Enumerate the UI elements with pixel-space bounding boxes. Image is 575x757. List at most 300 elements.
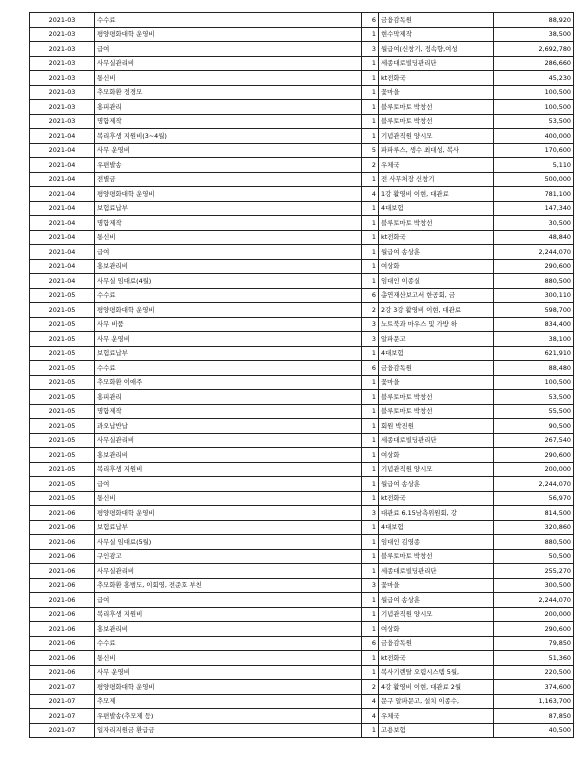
ledger-amount-cell: 100,500 xyxy=(494,85,574,100)
ledger-count-cell: 1 xyxy=(362,56,379,71)
ledger-amount-cell: 621,910 xyxy=(494,346,574,361)
ledger-count-cell: 1 xyxy=(362,27,379,42)
table-row xyxy=(30,42,574,57)
table-row xyxy=(30,201,574,216)
ledger-amount-cell: 255,270 xyxy=(494,564,574,579)
ledger-count-cell: 6 xyxy=(362,636,379,651)
ledger-amount-cell: 51,360 xyxy=(494,651,574,666)
ledger-date-cell: 2021-05 xyxy=(30,462,95,477)
ledger-amount-cell: 88,920 xyxy=(494,13,574,28)
table-row xyxy=(30,375,574,390)
ledger-count-cell: 6 xyxy=(362,288,379,303)
ledger-date-cell: 2021-04 xyxy=(30,216,95,231)
ledger-item-cell: 사무실관리비 xyxy=(95,56,362,71)
table-row xyxy=(30,245,574,260)
ledger-amount-cell: 30,500 xyxy=(494,216,574,231)
ledger-item-cell: 사무실관리비 xyxy=(95,564,362,579)
ledger-vendor-cell: 우체국 xyxy=(379,709,494,724)
ledger-amount-cell: 200,000 xyxy=(494,462,574,477)
ledger-count-cell: 1 xyxy=(362,129,379,144)
ledger-count-cell: 1 xyxy=(362,230,379,245)
ledger-date-cell: 2021-03 xyxy=(30,71,95,86)
ledger-vendor-cell: 임대인 김영종 xyxy=(379,535,494,550)
ledger-date-cell: 2021-03 xyxy=(30,27,95,42)
table-row xyxy=(30,651,574,666)
ledger-amount-cell: 2,244,070 xyxy=(494,477,574,492)
table-row xyxy=(30,709,574,724)
ledger-amount-cell: 598,700 xyxy=(494,303,574,318)
ledger-amount-cell: 88,480 xyxy=(494,361,574,376)
table-row xyxy=(30,230,574,245)
ledger-amount-cell: 2,244,070 xyxy=(494,593,574,608)
ledger-amount-cell: 48,840 xyxy=(494,230,574,245)
ledger-date-cell: 2021-03 xyxy=(30,114,95,129)
table-row xyxy=(30,158,574,173)
ledger-date-cell: 2021-06 xyxy=(30,549,95,564)
ledger-item-cell: 통신비 xyxy=(95,491,362,506)
table-row xyxy=(30,520,574,535)
ledger-vendor-cell: 우체국 xyxy=(379,158,494,173)
ledger-count-cell: 2 xyxy=(362,680,379,695)
ledger-item-cell: 홍보관리비 xyxy=(95,259,362,274)
ledger-vendor-cell: 기념관직원 양시모 xyxy=(379,607,494,622)
ledger-count-cell: 3 xyxy=(362,332,379,347)
ledger-amount-cell: 320,860 xyxy=(494,520,574,535)
ledger-count-cell: 4 xyxy=(362,187,379,202)
ledger-amount-cell: 90,500 xyxy=(494,419,574,434)
ledger-date-cell: 2021-03 xyxy=(30,42,95,57)
ledger-amount-cell: 290,600 xyxy=(494,448,574,463)
ledger-count-cell: 1 xyxy=(362,201,379,216)
table-row xyxy=(30,448,574,463)
ledger-item-cell: 홍피관리 xyxy=(95,390,362,405)
ledger-count-cell: 4 xyxy=(362,709,379,724)
ledger-vendor-cell: 1강 활영비 이현, 대관료 xyxy=(379,187,494,202)
ledger-amount-cell: 170,600 xyxy=(494,143,574,158)
ledger-count-cell: 1 xyxy=(362,622,379,637)
ledger-amount-cell: 55,500 xyxy=(494,404,574,419)
ledger-item-cell: 복리후생 지원비 xyxy=(95,462,362,477)
table-row xyxy=(30,665,574,680)
ledger-count-cell: 3 xyxy=(362,42,379,57)
ledger-item-cell: 급여 xyxy=(95,245,362,260)
ledger-vendor-cell: 꽃마을 xyxy=(379,375,494,390)
ledger-count-cell: 3 xyxy=(362,578,379,593)
ledger-vendor-cell: 전 사무처장 신창기 xyxy=(379,172,494,187)
ledger-vendor-cell: 임대인 이종실 xyxy=(379,274,494,289)
ledger-item-cell: 보험료납부 xyxy=(95,201,362,216)
ledger-vendor-cell: 총연재산보고서 한공회, 금 xyxy=(379,288,494,303)
ledger-count-cell: 5 xyxy=(362,143,379,158)
ledger-body xyxy=(30,13,574,738)
ledger-amount-cell: 79,850 xyxy=(494,636,574,651)
ledger-count-cell: 1 xyxy=(362,491,379,506)
ledger-amount-cell: 374,600 xyxy=(494,680,574,695)
ledger-item-cell: 사무실 임대료(5월) xyxy=(95,535,362,550)
ledger-amount-cell: 500,000 xyxy=(494,172,574,187)
ledger-count-cell: 1 xyxy=(362,245,379,260)
ledger-item-cell: 명함제작 xyxy=(95,114,362,129)
table-row xyxy=(30,71,574,86)
ledger-amount-cell: 880,500 xyxy=(494,274,574,289)
ledger-vendor-cell: 4강 활영비 이현, 대관료 2월 xyxy=(379,680,494,695)
ledger-item-cell: 일자리지원금 환급금 xyxy=(95,723,362,738)
ledger-item-cell: 급여 xyxy=(95,42,362,57)
ledger-vendor-cell: 금융감독원 xyxy=(379,636,494,651)
ledger-item-cell: 사무실 임대료(4월) xyxy=(95,274,362,289)
ledger-count-cell: 1 xyxy=(362,723,379,738)
table-row xyxy=(30,636,574,651)
ledger-item-cell: 추모제 xyxy=(95,694,362,709)
ledger-date-cell: 2021-04 xyxy=(30,245,95,260)
table-row xyxy=(30,85,574,100)
ledger-vendor-cell: 꽃마을 xyxy=(379,578,494,593)
ledger-date-cell: 2021-03 xyxy=(30,56,95,71)
ledger-item-cell: 수수료 xyxy=(95,288,362,303)
ledger-count-cell: 3 xyxy=(362,506,379,521)
ledger-item-cell: 사무 운영비 xyxy=(95,332,362,347)
ledger-amount-cell: 290,600 xyxy=(494,259,574,274)
ledger-date-cell: 2021-07 xyxy=(30,694,95,709)
ledger-vendor-cell: 여상화 xyxy=(379,622,494,637)
ledger-item-cell: 추모화환 홍범도, 이회영, 전준호 부친 xyxy=(95,578,362,593)
ledger-amount-cell: 147,340 xyxy=(494,201,574,216)
table-row xyxy=(30,491,574,506)
ledger-date-cell: 2021-04 xyxy=(30,143,95,158)
ledger-item-cell: 추모화환 정경모 xyxy=(95,85,362,100)
ledger-date-cell: 2021-03 xyxy=(30,85,95,100)
ledger-item-cell: 수수료 xyxy=(95,361,362,376)
ledger-vendor-cell: 금융감독원 xyxy=(379,13,494,28)
ledger-amount-cell: 50,500 xyxy=(494,549,574,564)
ledger-vendor-cell: 월급여 송상훈 xyxy=(379,477,494,492)
ledger-count-cell: 1 xyxy=(362,535,379,550)
table-row xyxy=(30,477,574,492)
ledger-date-cell: 2021-06 xyxy=(30,520,95,535)
ledger-amount-cell: 781,100 xyxy=(494,187,574,202)
ledger-date-cell: 2021-05 xyxy=(30,288,95,303)
ledger-vendor-cell: 금융감독원 xyxy=(379,361,494,376)
ledger-item-cell: 홍보관리비 xyxy=(95,448,362,463)
ledger-amount-cell: 2,692,780 xyxy=(494,42,574,57)
table-row xyxy=(30,433,574,448)
ledger-item-cell: 평양평화대학 운영비 xyxy=(95,303,362,318)
ledger-amount-cell: 290,600 xyxy=(494,622,574,637)
ledger-amount-cell: 286,660 xyxy=(494,56,574,71)
ledger-count-cell: 2 xyxy=(362,158,379,173)
ledger-amount-cell: 100,500 xyxy=(494,375,574,390)
ledger-vendor-cell: 2강 3강 활영비 이현, 대관료 xyxy=(379,303,494,318)
ledger-date-cell: 2021-05 xyxy=(30,375,95,390)
ledger-item-cell: 수수료 xyxy=(95,13,362,28)
ledger-date-cell: 2021-04 xyxy=(30,129,95,144)
table-row xyxy=(30,114,574,129)
ledger-count-cell: 1 xyxy=(362,665,379,680)
ledger-date-cell: 2021-06 xyxy=(30,564,95,579)
ledger-vendor-cell: 대관료 6.15남측위원회, 강 xyxy=(379,506,494,521)
ledger-amount-cell: 200,000 xyxy=(494,607,574,622)
ledger-item-cell: 보험료납부 xyxy=(95,520,362,535)
table-row xyxy=(30,535,574,550)
ledger-item-cell: 평양평화대학 운영비 xyxy=(95,680,362,695)
ledger-item-cell: 보험료납부 xyxy=(95,346,362,361)
ledger-amount-cell: 834,400 xyxy=(494,317,574,332)
ledger-date-cell: 2021-06 xyxy=(30,665,95,680)
ledger-date-cell: 2021-05 xyxy=(30,433,95,448)
ledger-vendor-cell: 여상화 xyxy=(379,448,494,463)
ledger-count-cell: 1 xyxy=(362,549,379,564)
ledger-date-cell: 2021-05 xyxy=(30,491,95,506)
table-row xyxy=(30,332,574,347)
ledger-amount-cell: 53,500 xyxy=(494,114,574,129)
table-row xyxy=(30,680,574,695)
ledger-vendor-cell: 4대보험 xyxy=(379,520,494,535)
ledger-amount-cell: 5,110 xyxy=(494,158,574,173)
ledger-count-cell: 1 xyxy=(362,462,379,477)
ledger-date-cell: 2021-04 xyxy=(30,158,95,173)
ledger-count-cell: 1 xyxy=(362,259,379,274)
ledger-item-cell: 우편발송 xyxy=(95,158,362,173)
ledger-date-cell: 2021-06 xyxy=(30,593,95,608)
table-row xyxy=(30,259,574,274)
ledger-item-cell: 통신비 xyxy=(95,230,362,245)
table-row xyxy=(30,622,574,637)
table-row xyxy=(30,172,574,187)
ledger-count-cell: 1 xyxy=(362,172,379,187)
table-row xyxy=(30,56,574,71)
ledger-vendor-cell: 블루토마토 박창선 xyxy=(379,549,494,564)
ledger-date-cell: 2021-05 xyxy=(30,404,95,419)
ledger-count-cell: 1 xyxy=(362,419,379,434)
ledger-vendor-cell: 블루토마토 박창선 xyxy=(379,404,494,419)
ledger-date-cell: 2021-05 xyxy=(30,477,95,492)
ledger-amount-cell: 880,500 xyxy=(494,535,574,550)
table-row xyxy=(30,607,574,622)
ledger-amount-cell: 267,540 xyxy=(494,433,574,448)
ledger-amount-cell: 38,100 xyxy=(494,332,574,347)
ledger-item-cell: 급여 xyxy=(95,593,362,608)
ledger-date-cell: 2021-07 xyxy=(30,709,95,724)
ledger-item-cell: 구인광고 xyxy=(95,549,362,564)
ledger-item-cell: 사무실관리비 xyxy=(95,433,362,448)
ledger-vendor-cell: 블루토마토 박창선 xyxy=(379,216,494,231)
ledger-item-cell: 급여 xyxy=(95,477,362,492)
ledger-count-cell: 1 xyxy=(362,216,379,231)
ledger-vendor-cell: 월급여 송상훈 xyxy=(379,245,494,260)
ledger-amount-cell: 300,500 xyxy=(494,578,574,593)
ledger-vendor-cell: 4대보험 xyxy=(379,346,494,361)
ledger-date-cell: 2021-05 xyxy=(30,332,95,347)
ledger-amount-cell: 1,163,700 xyxy=(494,694,574,709)
ledger-date-cell: 2021-05 xyxy=(30,448,95,463)
ledger-date-cell: 2021-04 xyxy=(30,187,95,202)
ledger-amount-cell: 100,500 xyxy=(494,100,574,115)
ledger-count-cell: 6 xyxy=(362,361,379,376)
ledger-vendor-cell: 고용보험 xyxy=(379,723,494,738)
ledger-count-cell: 4 xyxy=(362,694,379,709)
ledger-vendor-cell: 세종대로빌딩관리단 xyxy=(379,564,494,579)
ledger-date-cell: 2021-06 xyxy=(30,607,95,622)
ledger-vendor-cell: 현수막제작 xyxy=(379,27,494,42)
ledger-vendor-cell: 월급여(신창기, 정속향,여성 xyxy=(379,42,494,57)
ledger-vendor-cell: 여상화 xyxy=(379,259,494,274)
ledger-count-cell: 1 xyxy=(362,433,379,448)
table-row xyxy=(30,419,574,434)
ledger-vendor-cell: 블루토마토 박창선 xyxy=(379,390,494,405)
table-row xyxy=(30,317,574,332)
ledger-date-cell: 2021-05 xyxy=(30,361,95,376)
ledger-amount-cell: 2,244,070 xyxy=(494,245,574,260)
ledger-item-cell: 평양평화대학 운영비 xyxy=(95,187,362,202)
ledger-vendor-cell: 복사기렌탈 오렴시스템 5월, xyxy=(379,665,494,680)
ledger-item-cell: 사무 운영비 xyxy=(95,143,362,158)
ledger-date-cell: 2021-06 xyxy=(30,636,95,651)
ledger-item-cell: 우편발송(추모제 등) xyxy=(95,709,362,724)
table-row xyxy=(30,187,574,202)
ledger-vendor-cell: kt전화국 xyxy=(379,71,494,86)
ledger-date-cell: 2021-06 xyxy=(30,506,95,521)
ledger-vendor-cell: 알파문고 xyxy=(379,332,494,347)
ledger-item-cell: 홍보관리비 xyxy=(95,622,362,637)
table-row xyxy=(30,143,574,158)
table-row xyxy=(30,303,574,318)
table-row xyxy=(30,13,574,28)
ledger-item-cell: 평양평화대학 운영비 xyxy=(95,506,362,521)
ledger-vendor-cell: 파파루스, 생수 최대성, 복사 xyxy=(379,143,494,158)
ledger-count-cell: 1 xyxy=(362,85,379,100)
ledger-amount-cell: 814,500 xyxy=(494,506,574,521)
ledger-item-cell: 홍피관리 xyxy=(95,100,362,115)
ledger-amount-cell: 300,110 xyxy=(494,288,574,303)
ledger-date-cell: 2021-07 xyxy=(30,723,95,738)
table-row xyxy=(30,723,574,738)
ledger-date-cell: 2021-04 xyxy=(30,259,95,274)
ledger-vendor-cell: 기념관직원 양시모 xyxy=(379,462,494,477)
ledger-item-cell: 통신비 xyxy=(95,651,362,666)
ledger-count-cell: 1 xyxy=(362,607,379,622)
table-row xyxy=(30,288,574,303)
ledger-vendor-cell: kt전화국 xyxy=(379,651,494,666)
ledger-date-cell: 2021-06 xyxy=(30,651,95,666)
ledger-amount-cell: 400,000 xyxy=(494,129,574,144)
ledger-date-cell: 2021-04 xyxy=(30,274,95,289)
expense-ledger-table xyxy=(29,12,574,738)
ledger-count-cell: 3 xyxy=(362,317,379,332)
ledger-count-cell: 2 xyxy=(362,303,379,318)
ledger-count-cell: 1 xyxy=(362,520,379,535)
ledger-amount-cell: 56,970 xyxy=(494,491,574,506)
ledger-item-cell: 평양평화대학 운영비 xyxy=(95,27,362,42)
ledger-count-cell: 1 xyxy=(362,448,379,463)
ledger-item-cell: 복리후생 지원비(3~4월) xyxy=(95,129,362,144)
ledger-date-cell: 2021-04 xyxy=(30,230,95,245)
table-row xyxy=(30,346,574,361)
table-row xyxy=(30,390,574,405)
ledger-amount-cell: 45,230 xyxy=(494,71,574,86)
ledger-vendor-cell: 세종대로빌딩관리단 xyxy=(379,56,494,71)
ledger-count-cell: 1 xyxy=(362,71,379,86)
ledger-vendor-cell: 4대보험 xyxy=(379,201,494,216)
ledger-date-cell: 2021-04 xyxy=(30,172,95,187)
ledger-count-cell: 1 xyxy=(362,390,379,405)
table-row xyxy=(30,593,574,608)
ledger-vendor-cell: 회원 박진원 xyxy=(379,419,494,434)
ledger-item-cell: 과오납반납 xyxy=(95,419,362,434)
ledger-amount-cell: 40,500 xyxy=(494,723,574,738)
ledger-item-cell: 복리후생 지원비 xyxy=(95,607,362,622)
table-row xyxy=(30,27,574,42)
ledger-date-cell: 2021-03 xyxy=(30,13,95,28)
ledger-item-cell: 추모화환 이애주 xyxy=(95,375,362,390)
ledger-vendor-cell: kt전화국 xyxy=(379,491,494,506)
ledger-vendor-cell: 월급여 송상훈 xyxy=(379,593,494,608)
table-row xyxy=(30,361,574,376)
ledger-item-cell: 전별금 xyxy=(95,172,362,187)
ledger-item-cell: 통신비 xyxy=(95,71,362,86)
ledger-item-cell: 사무 운영비 xyxy=(95,665,362,680)
table-row xyxy=(30,462,574,477)
ledger-date-cell: 2021-05 xyxy=(30,346,95,361)
table-row xyxy=(30,506,574,521)
table-row xyxy=(30,578,574,593)
ledger-vendor-cell: 블루토마토 박창선 xyxy=(379,114,494,129)
ledger-vendor-cell: kt전화국 xyxy=(379,230,494,245)
ledger-item-cell: 수수료 xyxy=(95,636,362,651)
ledger-item-cell: 사무 비품 xyxy=(95,317,362,332)
ledger-vendor-cell: 기념관직원 양시모 xyxy=(379,129,494,144)
ledger-date-cell: 2021-04 xyxy=(30,201,95,216)
table-row xyxy=(30,694,574,709)
ledger-vendor-cell: 꽃마을 xyxy=(379,85,494,100)
ledger-amount-cell: 220,500 xyxy=(494,665,574,680)
table-row xyxy=(30,274,574,289)
ledger-count-cell: 1 xyxy=(362,346,379,361)
ledger-vendor-cell: 노트북과 마우스 및 가방 하 xyxy=(379,317,494,332)
table-row xyxy=(30,564,574,579)
table-row xyxy=(30,100,574,115)
ledger-date-cell: 2021-03 xyxy=(30,100,95,115)
table-row xyxy=(30,549,574,564)
ledger-item-cell: 명함제작 xyxy=(95,404,362,419)
ledger-count-cell: 1 xyxy=(362,651,379,666)
ledger-count-cell: 1 xyxy=(362,274,379,289)
ledger-date-cell: 2021-06 xyxy=(30,535,95,550)
ledger-date-cell: 2021-05 xyxy=(30,303,95,318)
ledger-count-cell: 1 xyxy=(362,375,379,390)
ledger-amount-cell: 38,500 xyxy=(494,27,574,42)
ledger-count-cell: 1 xyxy=(362,100,379,115)
ledger-date-cell: 2021-05 xyxy=(30,419,95,434)
table-row xyxy=(30,216,574,231)
ledger-vendor-cell: 블루토마토 박창선 xyxy=(379,100,494,115)
ledger-amount-cell: 53,500 xyxy=(494,390,574,405)
ledger-item-cell: 명함제작 xyxy=(95,216,362,231)
ledger-count-cell: 6 xyxy=(362,13,379,28)
ledger-count-cell: 1 xyxy=(362,564,379,579)
ledger-count-cell: 1 xyxy=(362,477,379,492)
table-row xyxy=(30,404,574,419)
ledger-date-cell: 2021-06 xyxy=(30,622,95,637)
ledger-vendor-cell: 문구 알파문고, 설치 이종수, xyxy=(379,694,494,709)
ledger-count-cell: 1 xyxy=(362,114,379,129)
ledger-date-cell: 2021-05 xyxy=(30,317,95,332)
ledger-date-cell: 2021-06 xyxy=(30,578,95,593)
ledger-vendor-cell: 세종대로빌딩관리단 xyxy=(379,433,494,448)
ledger-date-cell: 2021-05 xyxy=(30,390,95,405)
ledger-amount-cell: 87,850 xyxy=(494,709,574,724)
ledger-count-cell: 1 xyxy=(362,593,379,608)
table-row xyxy=(30,129,574,144)
